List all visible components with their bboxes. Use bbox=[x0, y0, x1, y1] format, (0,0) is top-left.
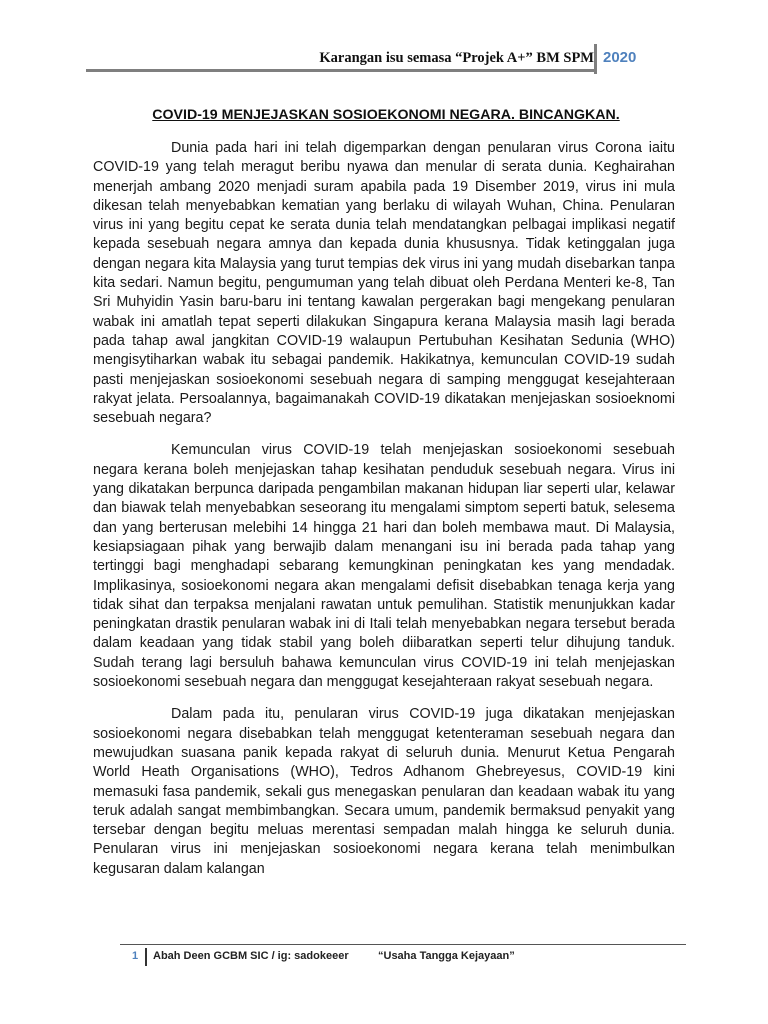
footer-rule bbox=[120, 944, 686, 945]
document-body bbox=[93, 139, 675, 892]
footer-motto: “Usaha Tangga Kejayaan” bbox=[378, 950, 515, 962]
page-number: 1 bbox=[132, 950, 139, 962]
document-title: COVID-19 MENJEJASKAN SOSIOEKONOMI NEGARA. BINCANGKAN. bbox=[152, 107, 620, 123]
footer-author: Abah Deen GCBM SIC / ig: sadokeeer bbox=[153, 950, 349, 962]
paragraph-point-1: Kemunculan virus COVID-19 telah menjejaskan sosioekonomi sesebuah negara kerana boleh menjejaskan tahap kesihatan penduduk sesebuah negara. Virus ini yang dikatakan berpunca daripada pengambilan makanan hidupan liar seperti ular, kelawar dan biawak telah menyebabkan seseorang itu mengalami simptom seperti batuk, selesema dan yang berterusan melebihi 14 hingga 21 hari dan boleh membawa maut. Di Malaysia, kesiapsiagaan pihak yang berwajib dalam menangani isu ini berada pada tahap yang tertinggi bagi menghadapi sebarang kemungkinan peningkatan kes yang mendadak. Implikasinya, sosioekonomi negara akan mengalami defisit disebabkan tenaga kerja yang tidak sihat dan terpaksa menjalani rawatan untuk pemulihan. Statistik menunjukkan kadar peningkatan drastik penularan wabak ini di Itali telah menyebabkan negara tersebut berada dalam keadaan yang tidak stabil yang boleh diibaratkan seperti telur dihujung tanduk. Sudah terang lagi bersuluh bahawa kemunculan virus COVID-19 ini telah menjejaskan sosioekonomi sesebuah negara dan menggugat kesejahteraan rakyat sesebuah negara. bbox=[93, 442, 675, 691]
header-year: 2020 bbox=[603, 49, 637, 66]
paragraph-point-2: Dalam pada itu, penularan virus COVID-19 juga dikatakan menjejaskan sosioekonomi negara disebabkan telah menggugat ketenteraman sesebuah negara dan mewujudkan suasana panik kepada rakyat di seluruh dunia. Menurut Ketua Pengarah World Heath Organisations (WHO), Tedros Adhanom Ghebreyesus, COVID-19 kini memasuki fasa pandemik, sekali gus menegaskan penularan dan keadaan wabak itu yang teruk adalah sangat membimbangkan. Secara umum, pandemik bermaksud penyakit yang tersebar dengan begitu meluas merentasi sempadan malah hingga ke seluruh dunia. Penularan virus ini menjejaskan sosioekonomi negara kerana telah menimbulkan kegusaran dalam kalangan bbox=[93, 706, 675, 877]
header-separator bbox=[594, 44, 597, 74]
header-title: Karangan isu semasa “Projek A+” BM SPM bbox=[319, 50, 594, 66]
page-footer bbox=[120, 948, 686, 968]
paragraph-intro: Dunia pada hari ini telah digemparkan dengan penularan virus Corona iaitu COVID-19 yang telah meragut beribu nyawa dan menular di serata dunia. Keghairahan menerjah ambang 2020 menjadi suram apabila pada 19 Disember 2019, virus ini mula dikesan telah menyebabkan kematian yang berlaku di wilayah Wuhan, China. Penularan virus ini yang begitu cepat ke serata dunia telah mendatangkan pelbagai implikasi negatif kepada sesebuah negara amnya dan kepada dunia khususnya. Tidak ketinggalan juga dengan negara kita Malaysia yang turut tempias dek virus ini yang mudah disebarkan tanpa kita sedari. Namun begitu, pengumuman yang telah dibuat oleh Perdana Menteri ke-8, Tan Sri Muhyidin Yasin baru-baru ini tentang kawalan pergerakan bagi mengekang penularan wabak ini amatlah tepat seperti dilakukan Singapura kerana Malaysia masih lagi berada pada tahap awal jangkitan COVID-19 walaupun Pertubuhan Kesihatan Sedunia (WHO) mengisytiharkan wabak itu sebagai pandemik. Hakikatnya, kemunculan COVID-19 sudah pasti menjejaskan sosioekonomi sesebuah negara di samping menggugat kesejahteraan rakyat jelata. Persoalannya, bagaimanakah COVID-19 dikatakan menjejaskan sosioeknomi sesebuah negara? bbox=[93, 140, 675, 427]
footer-separator bbox=[145, 948, 147, 966]
header-rule bbox=[86, 69, 594, 72]
